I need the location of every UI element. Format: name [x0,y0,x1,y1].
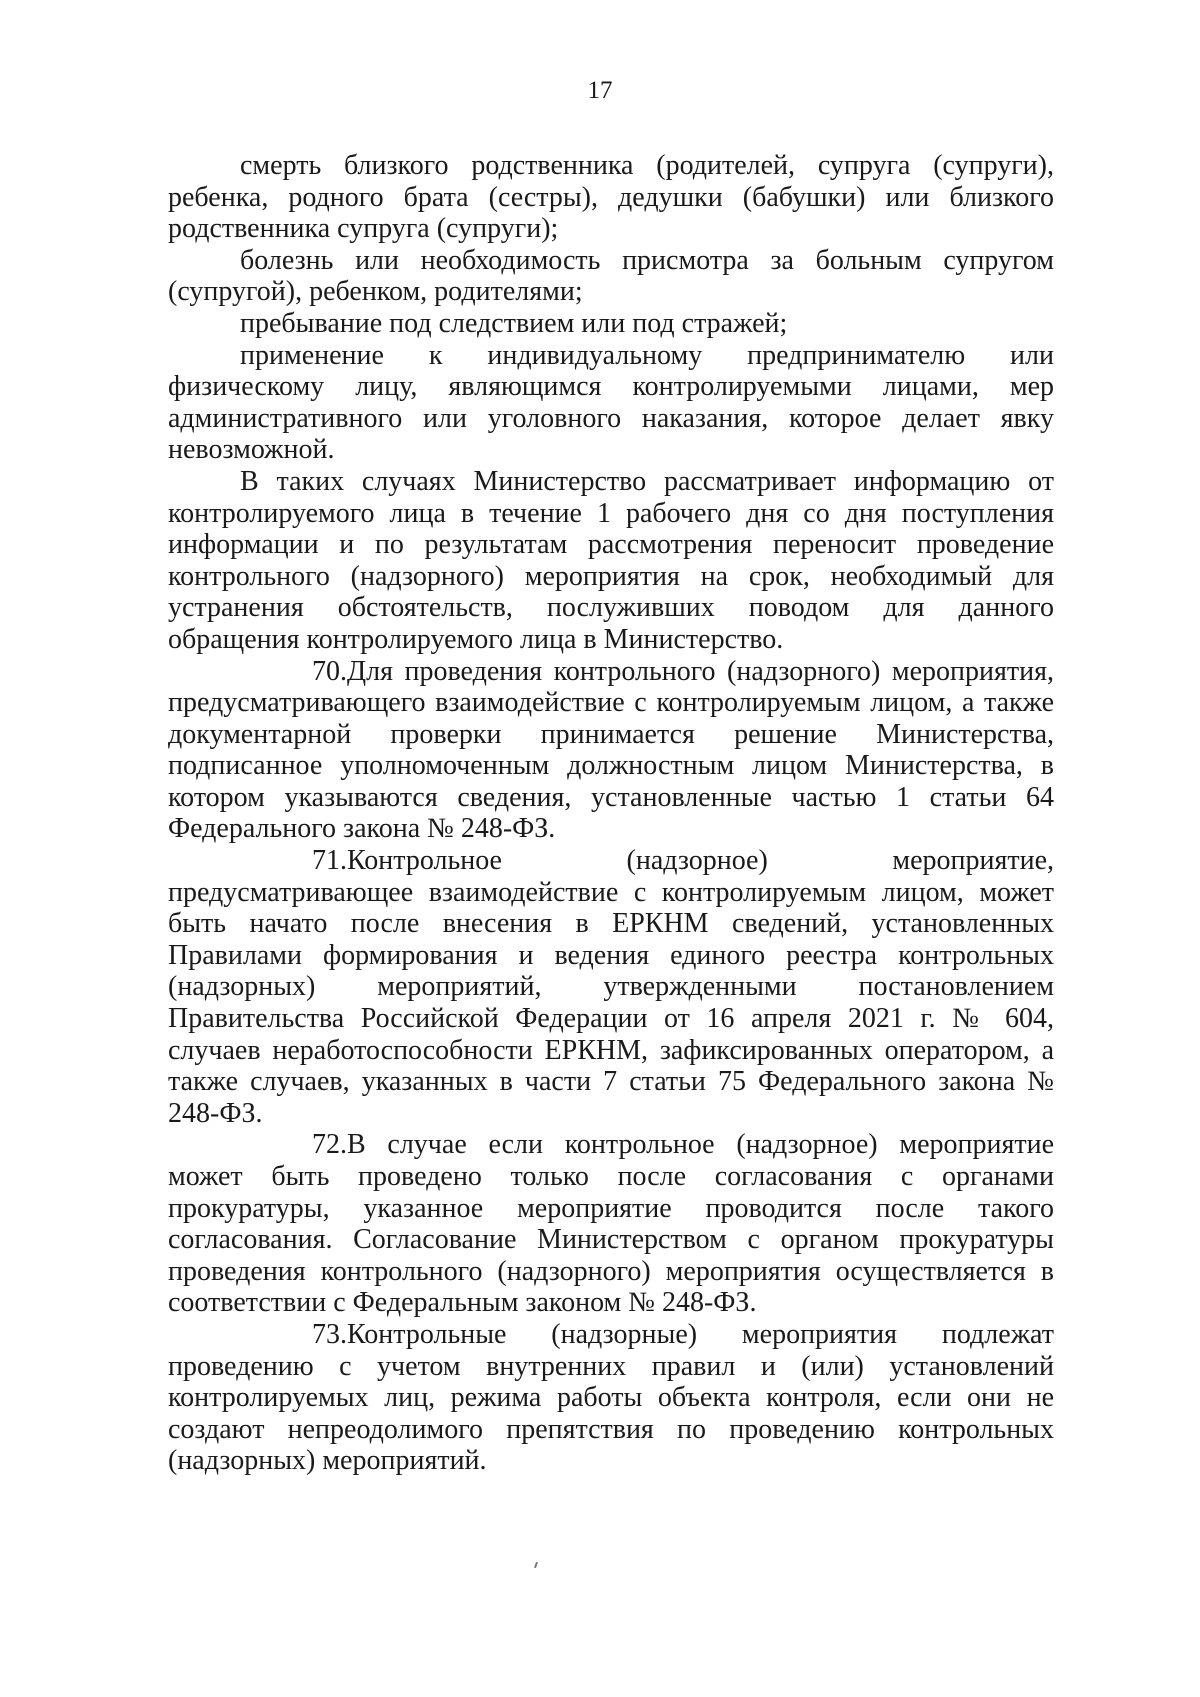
paragraph-text: Для проведения контрольного (надзорного) мероприятия, предусматривающего взаимодействие с контролируемым лицом, а также документарной проверки принимается решение Министерства, подписанное уполномоченным должностным лицом Министерства, в котором указываются сведения, установленные частью 1 статьи 64 Федерального закона № 248-ФЗ. [168,655,1054,845]
paragraph-number: 71. [312,845,347,877]
paragraph [168,150,1054,245]
paragraph-73 [168,1319,1054,1477]
paragraph-text: В таких случаях Министерство рассматривает информацию от контролируемого лица в течение 1 рабочего дня со дня поступления информации и по результатам рассмотрения переносит проведение контрольного (надзорного) мероприятия на срок, необходимый для устранения обстоятельств, послуживших поводом для данного обращения контролируемого лица в Министерство. [168,465,1054,655]
page-number: 17 [587,77,613,104]
paragraph-text: Контрольные (надзорные) мероприятия подлежат проведению с учетом внутренних правил и (или) установлений контролируемых лиц, режима работы объекта контроля, если они не создают непреодолимого препятствия по проведению контрольных (надзорных) мероприятий. [168,1318,1054,1477]
paragraph [168,308,1054,340]
paragraph-text: применение к индивидуальному предпринимателю или физическому лицу, являющимся контролируемыми лицами, мер административного или уголовного наказания, которое делает явку невозможной. [168,339,1054,466]
paragraph [168,466,1054,656]
paragraph-72 [168,1129,1054,1319]
paragraph-70 [168,656,1054,846]
document-body [168,150,1054,1477]
paragraph-number: 72. [312,1129,347,1161]
paragraph [168,245,1054,308]
paragraph-text: Контрольное (надзорное) мероприятие, предусматривающее взаимодействие с контролируемым лицом, может быть начато после внесения в ЕРКНМ сведений, установленных Правилами формирования и ведения единого реестра контрольных (надзорных) мероприятий, утвержденными постановлением Правительства Российской Федерации от 16 апреля 2021 г. № 604, случаев неработоспособности ЕРКНМ, зафиксированных оператором, а также случаев, указанных в части 7 статьи 75 Федерального закона № 248-ФЗ. [168,845,1054,1129]
paragraph-text: пребывание под следствием или под стражей; [240,307,788,339]
paragraph-text: болезнь или необходимость присмотра за больным супругом (супругой), ребенком, родителями; [168,244,1054,308]
scan-speck [534,1562,538,1568]
paragraph-number: 70. [312,655,347,687]
paragraph-text: В случае если контрольное (надзорное) мероприятие может быть проведено только после согласования с органами прокуратуры, указанное мероприятие проводится после такого согласования. Согласование Министерством с органом прокуратуры проведения контрольного (надзорного) мероприятия осуществляется в соответствии с Федеральным законом № 248-ФЗ. [168,1129,1054,1319]
paragraph [168,340,1054,466]
paragraph-number: 73. [312,1318,347,1350]
paragraph-71 [168,845,1054,1129]
paragraph-text: смерть близкого родственника (родителей, супруга (супруги), ребенка, родного брата (сестры), дедушки (бабушки) или близкого родственника супруга (супруги); [168,150,1054,245]
